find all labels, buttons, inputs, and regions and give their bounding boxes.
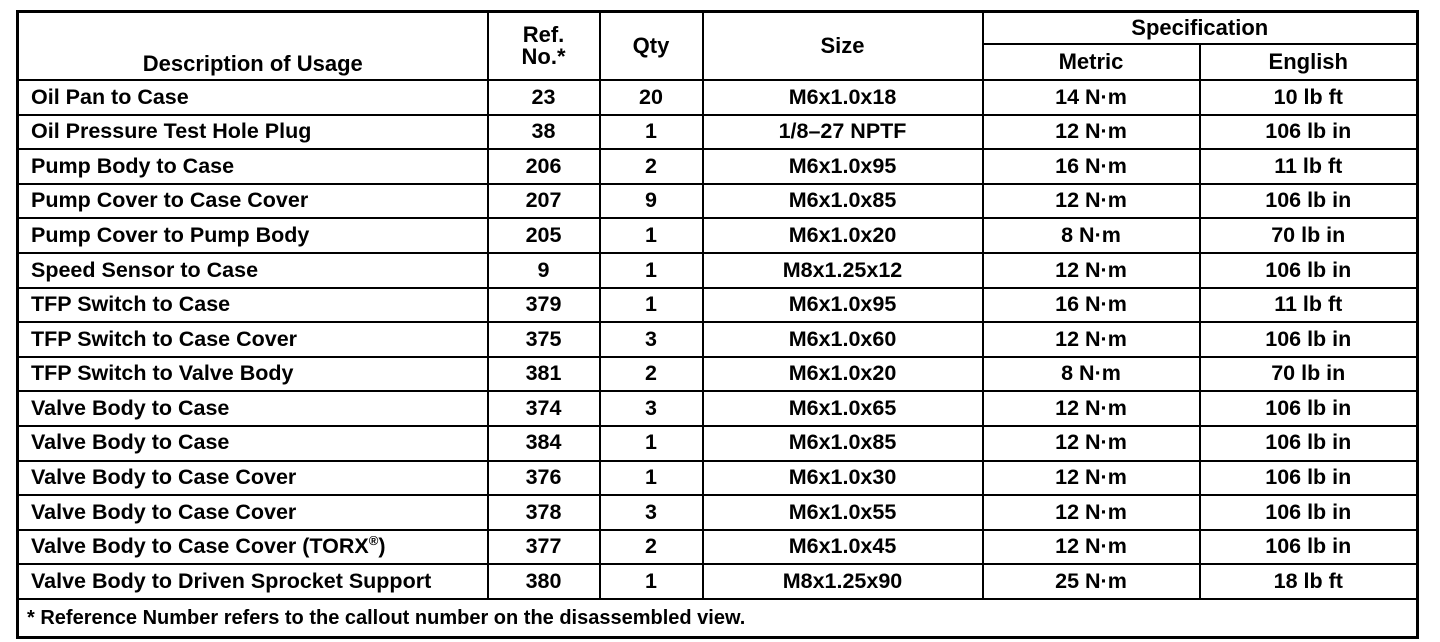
description-text: Valve Body to Case Cover <box>31 499 297 524</box>
table-row <box>18 530 1418 565</box>
cell-metric: 12 N·m <box>983 461 1200 496</box>
footnote-row <box>18 599 1418 638</box>
cell-qty: 1 <box>600 288 703 323</box>
cell-metric: 16 N·m <box>983 288 1200 323</box>
cell-size: M6x1.0x55 <box>703 495 983 530</box>
cell-ref-no: 38 <box>488 115 600 150</box>
cell-qty: 1 <box>600 253 703 288</box>
description-text: Valve Body to Case <box>31 395 230 420</box>
cell-description <box>18 288 488 323</box>
cell-qty: 1 <box>600 218 703 253</box>
cell-ref-no: 381 <box>488 357 600 392</box>
registered-mark: ® <box>368 533 379 549</box>
description-text: Oil Pressure Test Hole Plug <box>31 119 312 144</box>
cell-metric: 12 N·m <box>983 253 1200 288</box>
cell-size: M8x1.25x90 <box>703 564 983 599</box>
cell-english: 18 lb ft <box>1200 564 1418 599</box>
cell-ref-no: 205 <box>488 218 600 253</box>
cell-description <box>18 322 488 357</box>
cell-qty: 9 <box>600 184 703 219</box>
cell-description <box>18 115 488 150</box>
cell-english: 106 lb in <box>1200 253 1418 288</box>
cell-metric: 12 N·m <box>983 115 1200 150</box>
cell-metric: 12 N·m <box>983 322 1200 357</box>
cell-size: M6x1.0x95 <box>703 288 983 323</box>
cell-size: M6x1.0x65 <box>703 391 983 426</box>
table-row <box>18 391 1418 426</box>
header-specification: Specification <box>983 12 1418 45</box>
cell-size: M6x1.0x20 <box>703 357 983 392</box>
cell-ref-no: 377 <box>488 530 600 565</box>
cell-qty: 1 <box>600 426 703 461</box>
table-row <box>18 80 1418 115</box>
cell-size: M6x1.0x85 <box>703 184 983 219</box>
cell-qty: 1 <box>600 115 703 150</box>
header-ref-no <box>488 12 600 81</box>
cell-metric: 12 N·m <box>983 184 1200 219</box>
cell-qty: 3 <box>600 391 703 426</box>
description-text: Pump Cover to Case Cover <box>31 188 309 213</box>
cell-ref-no: 376 <box>488 461 600 496</box>
cell-metric: 12 N·m <box>983 391 1200 426</box>
table-row <box>18 288 1418 323</box>
cell-metric: 8 N·m <box>983 218 1200 253</box>
cell-size: M6x1.0x18 <box>703 80 983 115</box>
header-english: English <box>1200 44 1418 80</box>
table-body <box>18 80 1418 599</box>
description-text: Pump Cover to Pump Body <box>31 222 310 247</box>
cell-qty: 2 <box>600 149 703 184</box>
cell-description <box>18 426 488 461</box>
footnote: * Reference Number refers to the callout number on the disassembled view. <box>18 599 1418 638</box>
cell-size: M6x1.0x85 <box>703 426 983 461</box>
cell-english: 11 lb ft <box>1200 149 1418 184</box>
table-row <box>18 253 1418 288</box>
cell-description <box>18 564 488 599</box>
header-qty: Qty <box>600 12 703 81</box>
cell-qty: 2 <box>600 357 703 392</box>
cell-qty: 1 <box>600 461 703 496</box>
description-text: Valve Body to Case Cover (TORX <box>31 534 369 559</box>
cell-qty: 3 <box>600 322 703 357</box>
cell-english: 10 lb ft <box>1200 80 1418 115</box>
cell-description <box>18 184 488 219</box>
description-text: Pump Body to Case <box>31 153 235 178</box>
cell-english: 106 lb in <box>1200 530 1418 565</box>
cell-qty: 20 <box>600 80 703 115</box>
cell-size: M6x1.0x60 <box>703 322 983 357</box>
cell-size: 1/8–27 NPTF <box>703 115 983 150</box>
description-text: Speed Sensor to Case <box>31 257 259 282</box>
description-text: Valve Body to Case <box>31 430 230 455</box>
cell-qty: 3 <box>600 495 703 530</box>
cell-size: M6x1.0x30 <box>703 461 983 496</box>
description-text: TFP Switch to Case Cover <box>31 326 298 351</box>
cell-ref-no: 375 <box>488 322 600 357</box>
cell-english: 106 lb in <box>1200 391 1418 426</box>
cell-description <box>18 461 488 496</box>
table-row <box>18 218 1418 253</box>
header-ref-line1: Ref. <box>522 22 565 47</box>
header-ref-line2: No.* <box>521 44 566 69</box>
cell-size: M6x1.0x95 <box>703 149 983 184</box>
torque-spec-table <box>16 10 1419 639</box>
cell-english: 106 lb in <box>1200 322 1418 357</box>
cell-english: 106 lb in <box>1200 426 1418 461</box>
cell-english: 70 lb in <box>1200 357 1418 392</box>
cell-ref-no: 374 <box>488 391 600 426</box>
header-metric: Metric <box>983 44 1200 80</box>
cell-english: 106 lb in <box>1200 495 1418 530</box>
cell-description <box>18 218 488 253</box>
cell-metric: 14 N·m <box>983 80 1200 115</box>
cell-ref-no: 380 <box>488 564 600 599</box>
cell-description <box>18 253 488 288</box>
description-text: TFP Switch to Valve Body <box>31 361 294 386</box>
cell-qty: 2 <box>600 530 703 565</box>
cell-ref-no: 378 <box>488 495 600 530</box>
table-row <box>18 322 1418 357</box>
cell-description <box>18 495 488 530</box>
cell-ref-no: 9 <box>488 253 600 288</box>
cell-qty: 1 <box>600 564 703 599</box>
cell-description <box>18 357 488 392</box>
header-size: Size <box>703 12 983 81</box>
cell-metric: 12 N·m <box>983 530 1200 565</box>
table-row <box>18 115 1418 150</box>
table-row <box>18 461 1418 496</box>
cell-english: 106 lb in <box>1200 115 1418 150</box>
cell-description <box>18 80 488 115</box>
header-row-top <box>18 12 1418 45</box>
cell-english: 106 lb in <box>1200 461 1418 496</box>
cell-size: M6x1.0x20 <box>703 218 983 253</box>
cell-ref-no: 384 <box>488 426 600 461</box>
table-row <box>18 184 1418 219</box>
table-row <box>18 564 1418 599</box>
description-suffix: ) <box>378 534 386 559</box>
cell-ref-no: 207 <box>488 184 600 219</box>
description-text: Valve Body to Case Cover <box>31 465 297 490</box>
cell-metric: 25 N·m <box>983 564 1200 599</box>
cell-size: M8x1.25x12 <box>703 253 983 288</box>
cell-description <box>18 149 488 184</box>
cell-ref-no: 23 <box>488 80 600 115</box>
cell-english: 11 lb ft <box>1200 288 1418 323</box>
table-row <box>18 357 1418 392</box>
cell-metric: 8 N·m <box>983 357 1200 392</box>
table-row <box>18 149 1418 184</box>
cell-ref-no: 379 <box>488 288 600 323</box>
description-text: Oil Pan to Case <box>31 84 189 109</box>
cell-ref-no: 206 <box>488 149 600 184</box>
table-row <box>18 495 1418 530</box>
cell-description <box>18 391 488 426</box>
cell-metric: 12 N·m <box>983 495 1200 530</box>
header-description: Description of Usage <box>18 12 488 81</box>
description-text: Valve Body to Driven Sprocket Support <box>31 568 432 593</box>
cell-description <box>18 530 488 565</box>
cell-english: 106 lb in <box>1200 184 1418 219</box>
cell-metric: 12 N·m <box>983 426 1200 461</box>
cell-english: 70 lb in <box>1200 218 1418 253</box>
cell-size: M6x1.0x45 <box>703 530 983 565</box>
description-text: TFP Switch to Case <box>31 292 231 317</box>
table-row <box>18 426 1418 461</box>
cell-metric: 16 N·m <box>983 149 1200 184</box>
